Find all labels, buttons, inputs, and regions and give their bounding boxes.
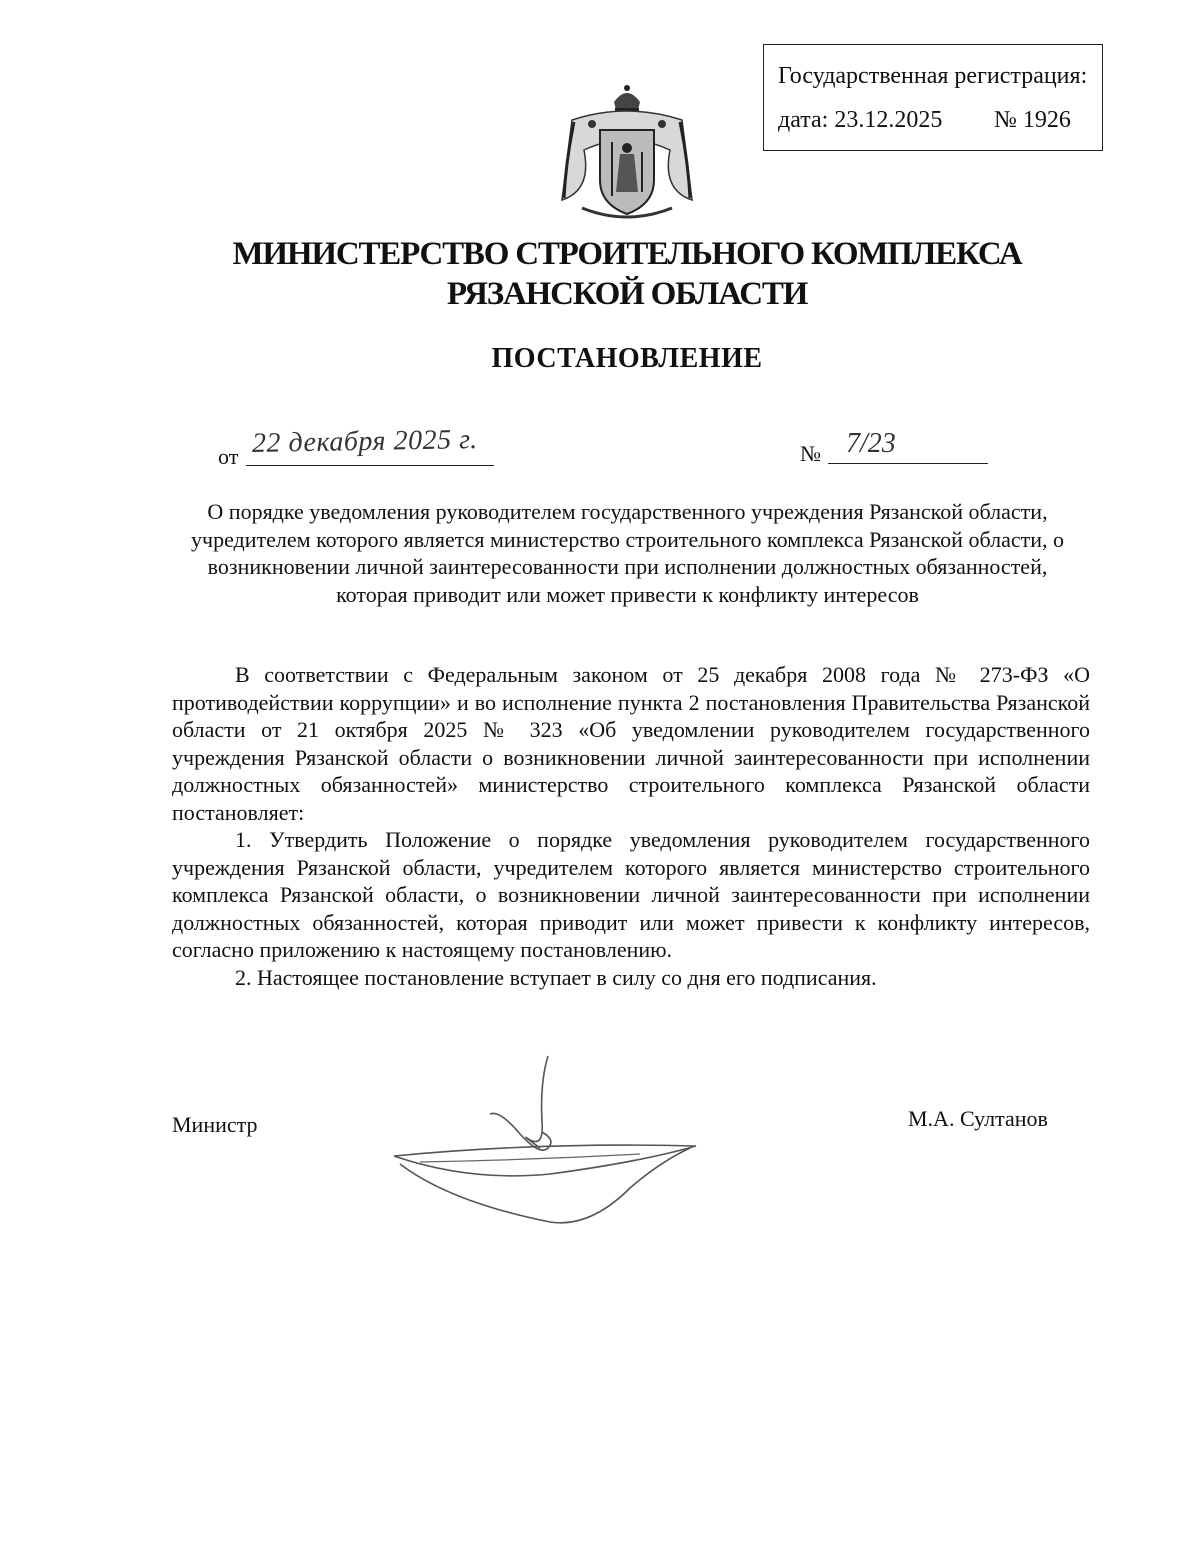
- item-1-paragraph: 1. Утвердить Положение о порядке уведомления руководителем государственного учреждения Рязанской области, учредителем которого является министерство строительного комплекса Рязанской области, о возникновении личной заинтересованности при исполнении должностных обязанностей, которая приводит или может привести к конфликту интересов, согласно приложению к настоящему постановлению.: [172, 827, 1090, 962]
- date-label: от: [218, 444, 239, 469]
- signatory-role: Министр: [172, 1112, 258, 1137]
- number-underline: [828, 463, 988, 464]
- number-label: №: [800, 441, 821, 466]
- preamble-paragraph: В соответствии с Федеральным законом от 25 декабря 2008 года № 273-ФЗ «О противодействии коррупции» и во исполнение пункта 2 постановления Правительства Рязанской области от 21 октября 2025 № 323 «Об уведомлении руководителем государственного учреждения Рязанской области о возникновении личной заинтересованности при исполнении должностных обязанностей» министерство строительного комплекса Рязанской области постановляет:: [172, 662, 1090, 825]
- handwritten-date: 22 декабря 2025 г.: [251, 424, 478, 459]
- ryazan-coat-of-arms-icon: [552, 80, 702, 230]
- document-body: [172, 661, 1090, 991]
- date-underline: [246, 465, 494, 466]
- item-2-paragraph: 2. Настоящее постановление вступает в силу со дня его подписания.: [235, 964, 877, 990]
- ministry-name-line2: РЯЗАНСКОЙ ОБЛАСТИ: [446, 276, 808, 312]
- registration-date: дата: 23.12.2025: [778, 107, 943, 133]
- document-subject: О порядке уведомления руководителем государственного учреждения Рязанской области, учредителем которого является министерство строительного комплекса Рязанской области, о возникновении личной заинтересованности при исполнении должностных обязанностей, которая приводит или может привести к конфликту интересов: [191, 499, 1064, 607]
- ministry-name-line1: МИНИСТЕРСТВО СТРОИТЕЛЬНОГО КОМПЛЕКСА: [232, 236, 1022, 272]
- document-type: ПОСТАНОВЛЕНИЕ: [491, 343, 763, 374]
- registration-number: № 1926: [994, 107, 1071, 133]
- registration-title: Государственная регистрация:: [778, 63, 1088, 89]
- registration-stamp: [763, 44, 1103, 151]
- handwritten-signature-icon: [390, 1052, 710, 1230]
- handwritten-number: 7/23: [846, 428, 896, 459]
- signatory-name: М.А. Султанов: [908, 1106, 1048, 1131]
